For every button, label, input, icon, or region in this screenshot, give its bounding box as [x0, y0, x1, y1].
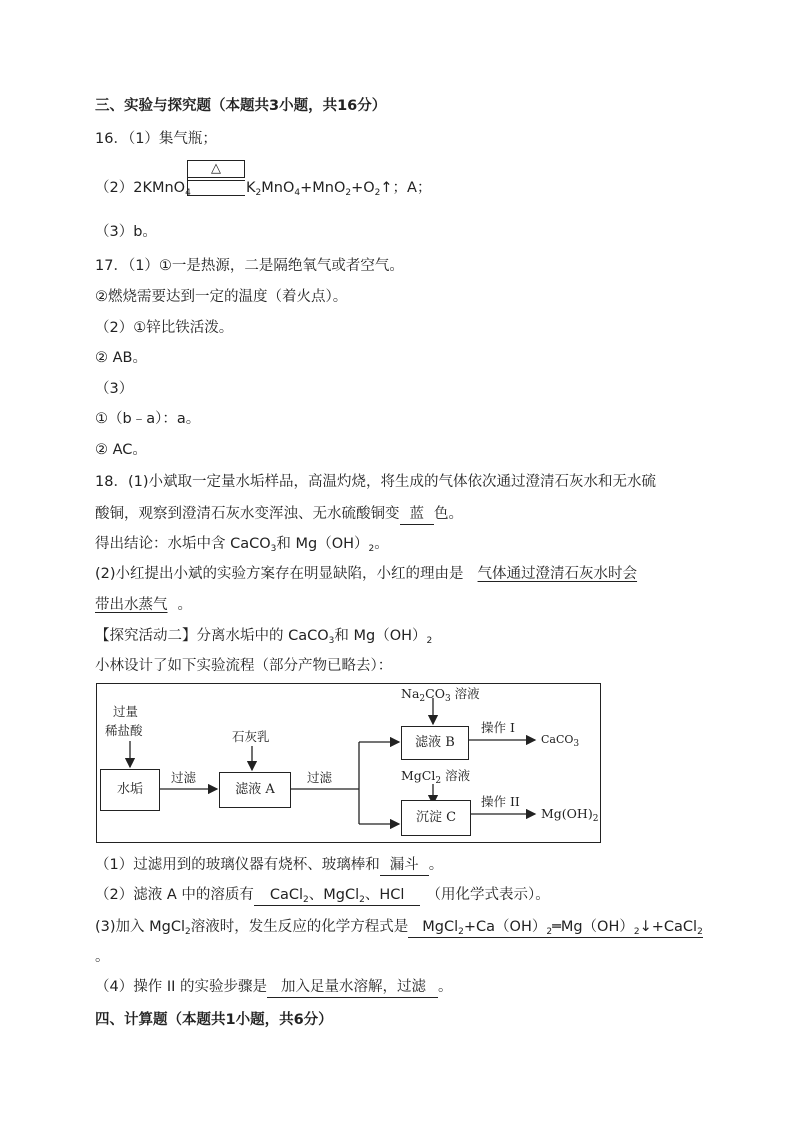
- subscript: 2: [633, 927, 640, 937]
- box-filtrate-b: 滤液 B: [401, 726, 469, 760]
- caco3-text: CaCO: [541, 733, 574, 746]
- q18-line5: [95, 595, 192, 615]
- mgcl2-text: 、MgCl: [308, 887, 360, 903]
- label-mgcl2-solution: [401, 766, 470, 784]
- q18-sub3-end: 。: [95, 949, 110, 965]
- label-filter-2: 过滤: [307, 770, 333, 785]
- q18-line4: [95, 564, 637, 584]
- label-operation-2: 操作 II: [481, 794, 520, 809]
- q18-line1: 18．(1)小斌取一定量水垢样品，高温灼烧，将生成的气体依次通过澄清石灰水和无水硫: [95, 474, 656, 490]
- sub3-text: (3)加入 MgCl: [95, 919, 186, 935]
- period: 。: [374, 536, 389, 552]
- label-mgoh2: [541, 806, 599, 824]
- product-mno4: MnO: [261, 180, 295, 196]
- q18-line3: [95, 534, 389, 554]
- subscript: 2: [592, 814, 599, 824]
- q16-part3: （3）b。: [95, 224, 157, 240]
- subscript: 2: [419, 694, 426, 704]
- q16-number: 16．: [95, 131, 128, 147]
- q16-products: [246, 178, 431, 198]
- activity-two-title: 【探究活动二】分离水垢中的 CaCO: [95, 628, 329, 644]
- q18-line6: [95, 626, 432, 646]
- sub2-text: （2）滤液 A 中的溶质有: [95, 887, 254, 903]
- experiment-flowchart: [96, 683, 601, 843]
- q18-line7: 小林设计了如下实验流程（部分产物已略去）：: [95, 658, 393, 674]
- period: 。: [438, 979, 453, 995]
- subscript: 2: [374, 188, 381, 198]
- q18-reason-text: (2)小红提出小斌的实验方案存在明显缺陷，小红的理由是: [95, 566, 464, 582]
- conclusion-mgoh2: 和 Mg（OH）: [276, 536, 369, 552]
- product-k: K: [246, 180, 256, 196]
- subscript: 2: [426, 636, 433, 646]
- box-scale: 水垢: [100, 769, 160, 811]
- hcl-text: 、HCl: [364, 887, 405, 903]
- activity-two-mgoh2: 和 Mg（OH）: [334, 628, 427, 644]
- subscript: 2: [546, 927, 553, 937]
- subscript: 3: [328, 636, 335, 646]
- q16-part1: [95, 129, 217, 149]
- q18-sub2: [95, 885, 550, 906]
- answer-reason-part2: 带出水蒸气: [95, 597, 168, 613]
- q17-line4: ② AB。: [95, 350, 147, 366]
- box-precipitate-c: 沉淀 C: [401, 800, 471, 836]
- q17-line3: （2）①锌比铁活泼。: [95, 320, 234, 336]
- label-lime-milk: 石灰乳: [232, 729, 270, 744]
- subscript: 2: [359, 895, 365, 905]
- q18-sub1: [95, 855, 443, 876]
- subscript: 4: [294, 188, 301, 198]
- q16-part2-equation: [95, 178, 191, 198]
- period: 。: [428, 857, 444, 873]
- solution-text: 溶液: [441, 768, 471, 783]
- product-o2: +O: [351, 180, 375, 196]
- subscript: 3: [573, 739, 580, 749]
- divider-line: [187, 177, 245, 178]
- label-excess: 过量: [113, 704, 139, 719]
- sub2-tail: （用化学式表示）。: [426, 887, 550, 903]
- product-mno2: +MnO: [300, 180, 346, 196]
- label-filter-1: 过滤: [171, 770, 197, 785]
- q18-line2-end: 色。: [434, 506, 463, 522]
- q17-line2: ②燃烧需要达到一定的温度（着火点）。: [95, 289, 348, 305]
- q17-line1: 17．（1）①一是热源，二是隔绝氧气或者空气。: [95, 258, 404, 274]
- cacl2: ↓+CaCl: [639, 919, 698, 935]
- mgoh-text: Mg(OH): [541, 806, 593, 821]
- co-text: CO: [425, 686, 445, 701]
- heat-symbol: △: [187, 160, 245, 177]
- sub1-text: （1）过滤用到的玻璃仪器有烧杯、玻璃棒和: [95, 857, 380, 873]
- cacl2-text: CaCl: [269, 887, 304, 903]
- section-3-title: 三、实验与探究题（本题共3小题，共16分）: [95, 98, 387, 114]
- conclusion-text: 得出结论：水垢中含 CaCO: [95, 536, 271, 552]
- answer-funnel: 漏斗: [380, 856, 429, 876]
- subscript: 2: [458, 927, 464, 937]
- box-filtrate-a: 滤液 A: [219, 772, 291, 808]
- sub3-text2: 溶液时，发生反应的化学方程式是: [190, 919, 409, 935]
- na-text: Na: [401, 686, 420, 701]
- subscript: 2: [435, 776, 442, 786]
- subscript: 2: [185, 927, 191, 937]
- mgcl-text: MgCl: [401, 768, 436, 783]
- caoh2: +Ca（OH）: [463, 919, 547, 935]
- solution-text: 溶液: [450, 686, 480, 701]
- answer-blue: 蓝: [400, 505, 435, 525]
- mgoh2: ═Mg（OH）: [552, 919, 634, 935]
- label-na2co3-solution: [401, 684, 480, 702]
- divider-line: [187, 195, 245, 196]
- section-4-title: 四、计算题（本题共1小题，共6分）: [95, 1012, 333, 1028]
- answer-steps: 加入足量水溶解，过滤: [267, 978, 438, 998]
- q17-line6: ①（b﹣a）：a。: [95, 411, 201, 427]
- subscript: 3: [444, 694, 451, 704]
- reactant-kmno4: （2）2KMnO: [95, 180, 186, 196]
- q18-sub3: [95, 917, 703, 938]
- label-operation-1: 操作 I: [481, 720, 515, 735]
- sub4-text: （4）操作 II 的实验步骤是: [95, 979, 267, 995]
- q17-line5: （3）: [95, 381, 134, 397]
- q16-tail: ↑；A；: [380, 180, 432, 196]
- q17-line7: ② AC。: [95, 442, 147, 458]
- label-dilute-hcl: 稀盐酸: [105, 723, 143, 738]
- answer-equation: [408, 918, 703, 938]
- q18-line2-text: 酸铜，观察到澄清石灰水变浑浊、无水硫酸铜变: [95, 506, 400, 522]
- flowchart-arrows: [97, 684, 600, 842]
- subscript: 2: [255, 188, 262, 198]
- q18-line2: [95, 504, 463, 525]
- divider-line: [187, 177, 188, 195]
- subscript: 2: [697, 927, 703, 937]
- label-caco3: [541, 733, 580, 749]
- subscript: 2: [345, 188, 352, 198]
- answer-reason-part1: 气体通过澄清石灰水时会: [477, 566, 638, 582]
- subscript: 2: [303, 895, 309, 905]
- subscript: 3: [270, 544, 277, 554]
- q18-sub4: [95, 977, 453, 998]
- divider-line: [187, 180, 245, 181]
- mgcl2: MgCl: [422, 919, 459, 935]
- subscript: 4: [185, 188, 191, 198]
- q16-p1: （1）集气瓶；: [127, 131, 217, 147]
- answer-solutes: [254, 886, 421, 906]
- period: 。: [177, 597, 192, 613]
- subscript: 2: [368, 544, 375, 554]
